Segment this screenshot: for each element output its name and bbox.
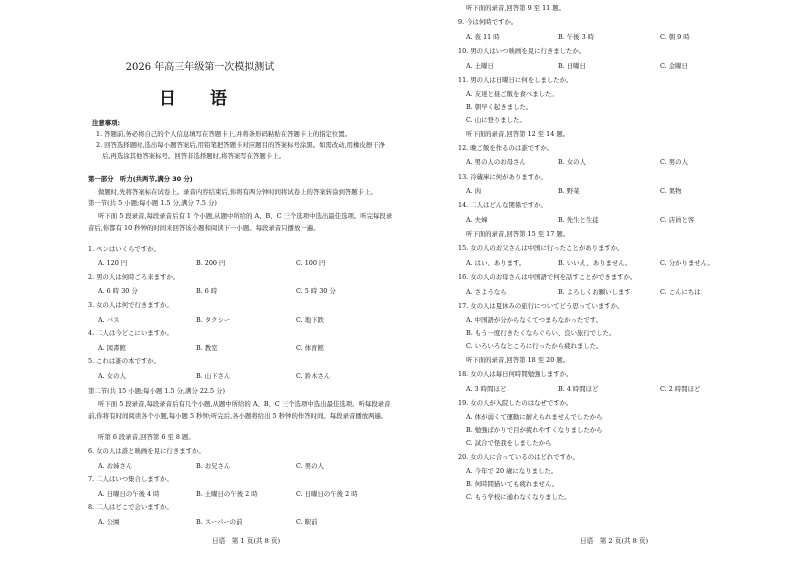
- page-footer-right: 日语 第 2 页(共 8 页): [580, 537, 649, 545]
- question: 16. 女の人のお母さんは中国語で何を話すことができますか。: [458, 273, 637, 281]
- question: 7. 二人はいつ集合しますか。: [88, 475, 173, 483]
- option-c: C. 鈴木さん: [296, 372, 331, 380]
- option-c: C. 100 円: [296, 259, 326, 267]
- question: 2. 男の人は何時ごろ来ますか。: [88, 273, 180, 281]
- question: 19. 女の人が入院したのはなぜですか。: [458, 399, 573, 407]
- option-a: A. 女の人: [98, 372, 126, 380]
- option-c: C. もう学校に通わなくなりました。: [466, 493, 571, 501]
- option-b: B. 教室: [196, 344, 218, 352]
- option-b: B. 野菜: [558, 187, 580, 195]
- option-a: A. 図書館: [98, 344, 126, 352]
- question: 18. 女の人は毎日何時間勉強しますか。: [458, 370, 573, 378]
- option-b: B. 日曜日: [558, 62, 586, 70]
- question: 15. 女の人のお父さんは中国に行ったことがありますか。: [458, 244, 624, 252]
- option-b: B. 山下さん: [196, 372, 231, 380]
- question: 8. 二人はどこで会いますか。: [88, 503, 173, 511]
- option-c: C. 店員と客: [660, 216, 695, 224]
- listen-instruction: 听下面的录音,回答第 12 至 14 题。: [466, 130, 570, 138]
- listen-instruction: 听下面的录音,回答第 15 至 17 题。: [466, 230, 570, 238]
- option-a: A. 中国語が分からなくてつまらなかったです。: [466, 316, 602, 324]
- question: 17. 女の人は夏休みの旅行についてどう思っていますか。: [458, 302, 624, 310]
- page-right: [400, 0, 800, 566]
- option-b: B. 勉強ばかりで目が疲れやすくなりましたから: [466, 426, 603, 434]
- option-c: C. 駅前: [296, 518, 318, 526]
- listen-instruction: 听第 6 段录音,回答第 6 至 8 题。: [98, 433, 195, 441]
- option-b: B. スーパーの前: [196, 518, 243, 526]
- notes-block: [92, 118, 392, 162]
- option-c: C. 5 時 30 分: [296, 287, 336, 295]
- question: 13. 冷蔵庫に何がありますか。: [458, 173, 547, 181]
- option-a: A. お姉さん: [98, 462, 133, 470]
- option-a: A. 日曜日の午後 4 時: [98, 490, 160, 498]
- question: 9. 今は何時ですか。: [458, 18, 518, 26]
- option-b: B. 女の人: [558, 158, 586, 166]
- question: 14. 二人はどんな関係ですか。: [458, 201, 547, 209]
- option-b: B. 先生と生徒: [558, 216, 599, 224]
- option-c: C. 日曜日の午後 2 時: [296, 490, 358, 498]
- question: 1. ペンはいくらですか。: [88, 245, 160, 253]
- option-a: A. 120 円: [98, 259, 128, 267]
- question: 20. 女の人に合っているのはどれですか。: [458, 453, 579, 461]
- option-c: C. 男の人: [296, 462, 324, 470]
- option-a: A. 今年で 20 歳になりました。: [466, 467, 558, 475]
- question: 4. 二人は今どこにいますか。: [88, 329, 173, 337]
- question: 5. これは誰の本ですか。: [88, 357, 161, 365]
- section2-heading: 第二节(共 15 小题;每小题 1.5 分,满分 22.5 分): [88, 387, 225, 395]
- option-c: C. 体育館: [296, 344, 324, 352]
- option-c: C. こんにちは: [660, 288, 701, 296]
- notes-title: 注意事项:: [92, 119, 121, 127]
- option-a: A. バス: [98, 316, 120, 324]
- option-b: B. お兄さん: [196, 462, 231, 470]
- subject-title: 日 语: [159, 89, 241, 109]
- option-b: B. タクシー: [196, 316, 231, 324]
- question: 6. 女の人は誰と映画を見に行きますか。: [88, 447, 205, 455]
- option-c: C. 地下鉄: [296, 316, 324, 324]
- option-a: A. 6 時 30 分: [98, 287, 138, 295]
- option-c: C. 男の人: [660, 158, 688, 166]
- option-c: C. 果物: [660, 187, 682, 195]
- question: 10. 男の人はいつ映画を見に行きましたか。: [458, 47, 586, 55]
- option-a: A. さようなら: [466, 288, 507, 296]
- section1-intro: 听下面 5 段录音,每段录音后有 1 个小题,从题中所给的 A、B、C 三个选项中选出最佳选项。听完每段录音后,你都有 10 秒钟的时间来回答该小题和阅读下一小题。每段录音只播放一遍。: [88, 212, 393, 232]
- notes-item: 2. 回答选择题时,选出每小题答案后,用铅笔把答题卡对应题目的答案标号涂黑。如需改动,用橡皮擦干净后,再选涂其他答案标号。回答非选择题时,将答案写在答题卡上。: [96, 141, 386, 160]
- option-b: B. 朝早く起きました。: [466, 103, 533, 111]
- option-b: B. 土曜日の午後 2 時: [196, 490, 258, 498]
- option-c: C. 分かりません。: [660, 259, 714, 267]
- option-a: A. 体が弱くて運動に耐えられませんでしたから: [466, 413, 603, 421]
- notes-item: 1. 答题前,务必将自己的个人信息填写在答题卡上,并将条形码粘贴在答题卡上的指定位置。: [96, 130, 352, 138]
- option-b: B. 200 円: [196, 259, 226, 267]
- option-b: B. 午後 3 時: [558, 33, 595, 41]
- option-c: C. 朝 9 時: [660, 33, 690, 41]
- option-b: B. 何時間猫いても疲れません。: [466, 480, 559, 488]
- option-a: A. 土曜日: [466, 62, 494, 70]
- option-c: C. 金曜日: [660, 62, 688, 70]
- option-b: B. いいえ、ありません。: [558, 259, 632, 267]
- exam-title: 2026 年高三年级第一次模拟测试: [125, 62, 275, 73]
- question: 3. 女の人は何で行きますか。: [88, 301, 173, 309]
- section2-intro: 听下面 5 段录音,每段录音后有几个小题,从题中所给的 A、B、C 三个选项中选出最佳选项。听每段录音前,你将有时间阅读各个小题,每小题 5 秒钟;听完后,各小题将给出 5 秒钟的作答时间。每段录音播放两遍。: [88, 400, 391, 420]
- option-c: C. 山に登りました。: [466, 116, 526, 124]
- option-a: A. 夫婦: [466, 216, 488, 224]
- section1-heading: 第一节(共 5 小题;每小题 1.5 分,满分 7.5 分): [88, 199, 217, 207]
- listen-instruction: 听下面的录音,回答第 9 至 11 题。: [466, 4, 566, 12]
- option-a: A. 男の人のお母さん: [466, 158, 526, 166]
- option-b: B. もう一度行きたくならぐらい、良い旅行でした。: [466, 329, 616, 337]
- option-b: B. よろしくお願いします: [558, 288, 631, 296]
- part1-intro: 做题时,先将答案标在试卷上。录音内容结束后,你将有两分钟时间将试卷上的答案转涂到答题卡上。: [98, 188, 377, 196]
- option-b: B. 6 時: [196, 287, 218, 295]
- option-a: A. 公園: [98, 518, 120, 526]
- part1-heading: 第一部分 听力(共两节,满分 30 分): [88, 175, 193, 183]
- listen-instruction: 听下面的录音,回答第 18 至 20 题。: [466, 356, 570, 364]
- option-a: A. 3 時間ほど: [466, 385, 507, 393]
- question: 11. 男の人は日曜日に何をしましたか。: [458, 76, 573, 84]
- option-b: B. 4 時間ほど: [558, 385, 599, 393]
- option-a: A. 友達と昼ご飯を食べました。: [466, 90, 558, 98]
- option-a: A. 肉: [466, 187, 482, 195]
- page-footer-left: 日语 第 1 页(共 8 页): [212, 537, 281, 545]
- option-a: A. はい、あります。: [466, 259, 526, 267]
- option-c: C. いろいろなところに行ったから疲れました。: [466, 342, 603, 350]
- option-a: A. 夜 11 時: [466, 33, 500, 41]
- option-c: C. 試合で怪我をしましたから: [466, 439, 552, 447]
- question: 12. 晩ご飯を作るのは誰ですか。: [458, 144, 554, 152]
- option-c: C. 2 時間ほど: [660, 385, 701, 393]
